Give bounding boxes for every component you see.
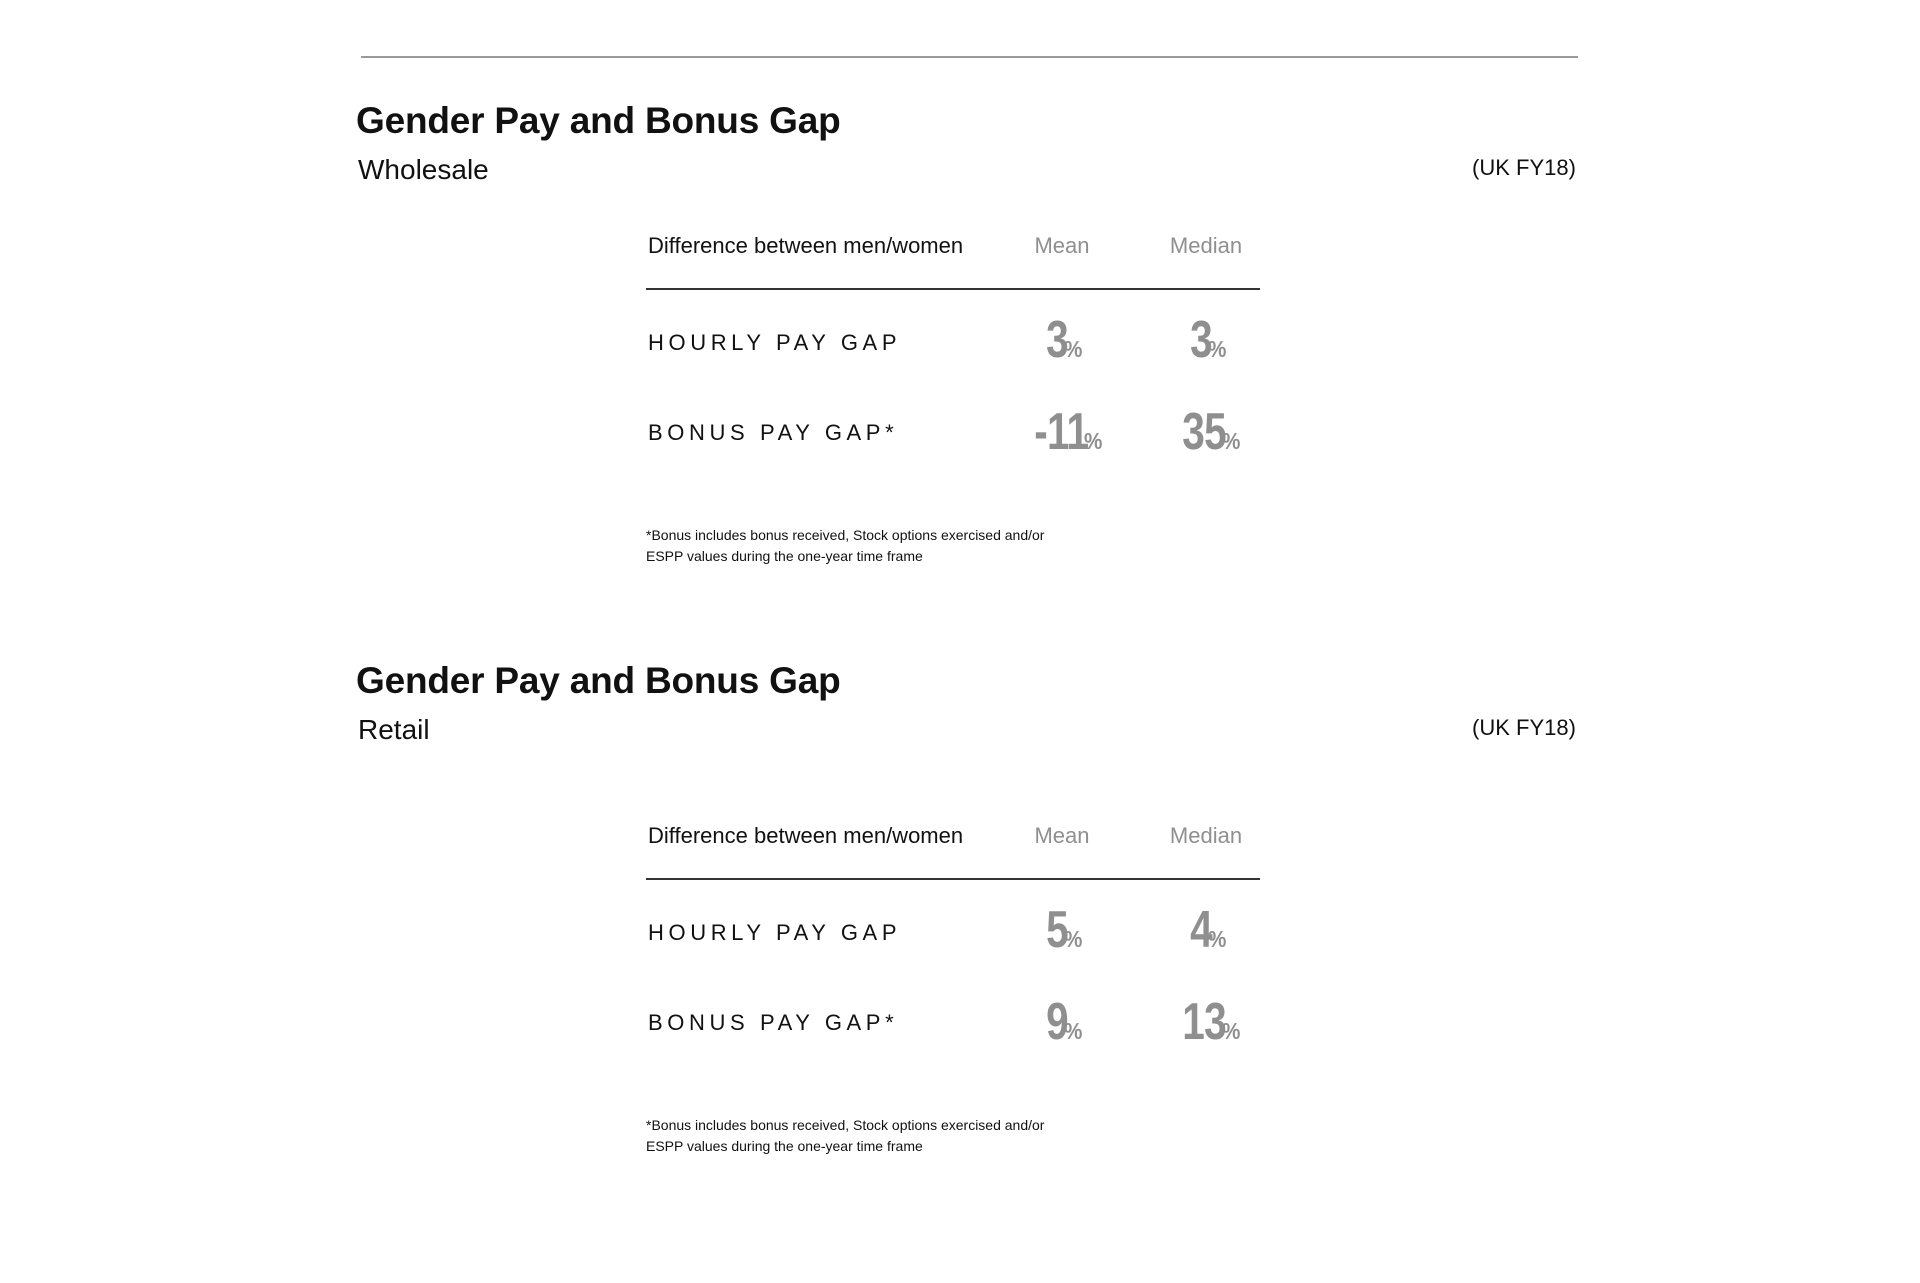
mean-number: 5: [1045, 901, 1068, 959]
pay-gap-table: [646, 216, 1260, 474]
row-label: BONUS PAY GAP*: [648, 420, 899, 445]
header-median: Median: [1169, 233, 1243, 258]
footnote-line: ESPP values during the one-year time frame: [646, 1138, 923, 1154]
footnote: [646, 1115, 1106, 1157]
percent-sign: %: [1221, 428, 1241, 454]
wholesale-section: [0, 100, 1920, 620]
section-title: Gender Pay and Bonus Gap: [356, 660, 841, 701]
table-header: [646, 806, 1260, 880]
retail-section: [0, 660, 1920, 1180]
mean-value: [982, 402, 1142, 462]
section-subtitle: Retail: [358, 714, 430, 745]
percent-sign: %: [1063, 926, 1083, 952]
top-divider: [361, 56, 1578, 58]
row-label: HOURLY PAY GAP: [648, 330, 902, 355]
header-difference-label: Difference between men/women: [648, 823, 964, 848]
median-number: 13: [1182, 993, 1226, 1051]
mean-number: -11: [1034, 403, 1089, 461]
period-label: (UK FY18): [1472, 155, 1576, 180]
table-row-bonus-pay-gap: [646, 382, 1260, 474]
table-row-hourly-pay-gap: [646, 880, 1260, 972]
footnote: [646, 525, 1106, 567]
header-median: Median: [1169, 823, 1243, 848]
median-value: [1126, 992, 1286, 1052]
section-subtitle: Wholesale: [358, 154, 489, 185]
row-label: BONUS PAY GAP*: [648, 1010, 899, 1035]
mean-value: [982, 310, 1142, 370]
mean-number: 3: [1045, 311, 1068, 369]
median-value: [1126, 900, 1286, 960]
percent-sign: %: [1084, 428, 1103, 454]
median-number: 3: [1189, 311, 1212, 369]
pay-gap-table: [646, 806, 1260, 1064]
row-label: HOURLY PAY GAP: [648, 920, 902, 945]
mean-value: [982, 900, 1142, 960]
table-row-hourly-pay-gap: [646, 290, 1260, 382]
footnote-line: *Bonus includes bonus received, Stock options exercised and/or: [646, 527, 1045, 543]
median-value: [1126, 310, 1286, 370]
table-header: [646, 216, 1260, 290]
percent-sign: %: [1207, 926, 1227, 952]
table-row-bonus-pay-gap: [646, 972, 1260, 1064]
header-mean: Mean: [1034, 233, 1090, 258]
percent-sign: %: [1063, 336, 1083, 362]
median-value: [1126, 402, 1286, 462]
mean-value: [982, 992, 1142, 1052]
section-title: Gender Pay and Bonus Gap: [356, 100, 841, 141]
period-label: (UK FY18): [1472, 715, 1576, 740]
footnote-line: *Bonus includes bonus received, Stock options exercised and/or: [646, 1117, 1045, 1133]
footnote-line: ESPP values during the one-year time frame: [646, 548, 923, 564]
median-number: 4: [1189, 901, 1212, 959]
mean-number: 9: [1045, 993, 1068, 1051]
percent-sign: %: [1221, 1018, 1241, 1044]
header-difference-label: Difference between men/women: [648, 233, 964, 258]
header-mean: Mean: [1034, 823, 1090, 848]
percent-sign: %: [1207, 336, 1227, 362]
median-number: 35: [1182, 403, 1226, 461]
percent-sign: %: [1063, 1018, 1083, 1044]
